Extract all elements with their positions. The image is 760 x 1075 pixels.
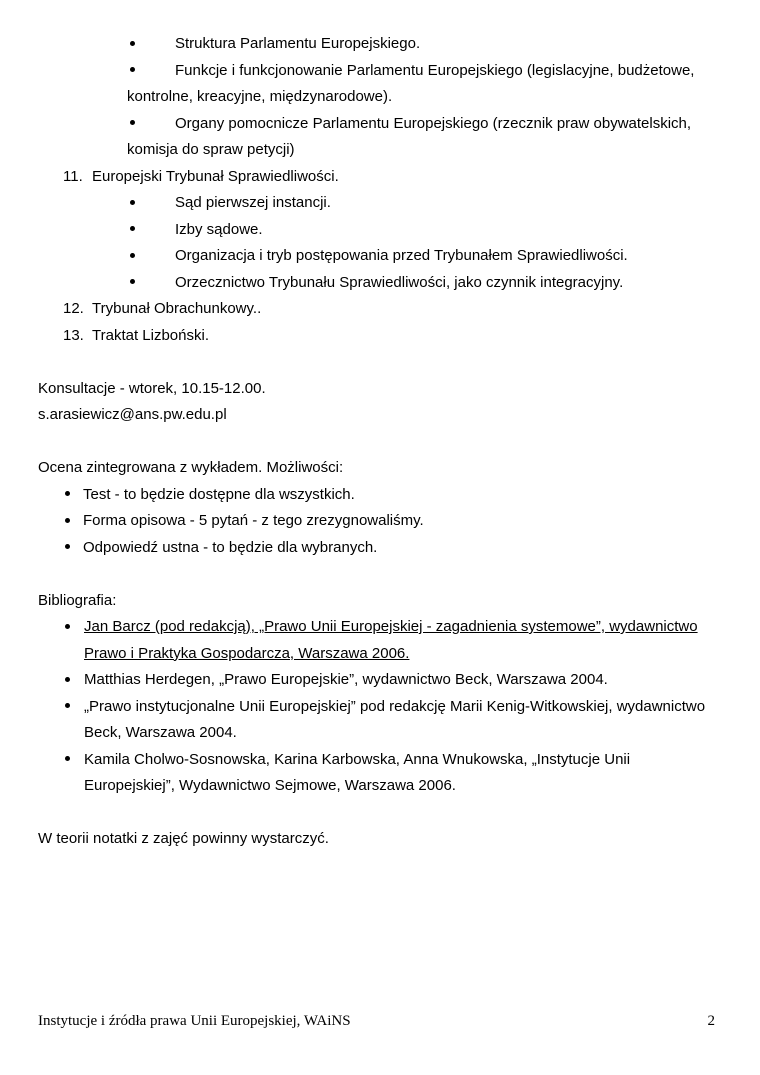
list-item-text: Odpowiedź ustna - to będzie dla wybranych. <box>83 538 378 556</box>
bullet-icon <box>65 677 70 682</box>
bullet-icon <box>130 226 135 231</box>
assessment-heading: Ocena zintegrowana z wykładem. Możliwości: <box>38 459 344 476</box>
bullet-icon <box>65 544 70 549</box>
bullet-icon <box>130 41 135 46</box>
email-address: s.arasiewicz@ans.pw.edu.pl <box>38 406 227 423</box>
closing-note: W teorii notatki z zajęć powinny wystarczyć. <box>38 830 329 847</box>
bibliography-heading: Bibliografia: <box>38 591 117 609</box>
bullet-icon <box>65 756 70 761</box>
bibliography-item-text: Kamila Cholwo-Sosnowska, Karina Karbowska, Anna Wnukowska, „Instytucje Unii Europejskiej”, Wydawnictwo Sejmowe, Warszawa 2006. <box>84 750 631 794</box>
list-item-text: Organizacja i tryb postępowania przed Trybunałem Sprawiedliwości. <box>175 247 628 264</box>
consultations-line: Konsultacje - wtorek, 10.15-12.00. <box>38 379 266 397</box>
list-item <box>127 217 724 244</box>
numbered-item <box>63 296 724 323</box>
bibliography-item <box>84 614 724 667</box>
footer-title: Instytucje i źródła prawa Unii Europejskiej, WAiNS <box>38 1013 351 1029</box>
list-item <box>127 31 724 58</box>
list-item-text: Forma opisowa - 5 pytań - z tego zrezygnowaliśmy. <box>83 512 424 529</box>
list-item <box>127 58 724 111</box>
bullet-icon <box>130 279 135 284</box>
bullet-icon <box>65 703 70 708</box>
bullet-icon <box>65 624 70 629</box>
item-number: 12. <box>63 300 84 317</box>
list-item <box>65 482 724 509</box>
document-body <box>38 31 724 853</box>
bullet-icon <box>130 67 135 72</box>
list-item-text: Test - to będzie dostępne dla wszystkich. <box>83 485 355 503</box>
bullet-icon <box>65 518 70 523</box>
bullet-icon <box>130 253 135 258</box>
list-item <box>127 190 724 217</box>
numbered-item-text: Traktat Lizboński. <box>92 326 209 344</box>
page-footer <box>38 1012 715 1031</box>
bibliography-item-text: „Prawo instytucjonalne Unii Europejskiej” pod redakcję Marii Kenig-Witkowskiej, wydawnictwo Beck, Warszawa 2004. <box>84 697 706 741</box>
list-item-text: Orzecznictwo Trybunału Sprawiedliwości, jako czynnik integracyjny. <box>175 273 624 291</box>
bullet-icon <box>65 491 70 496</box>
page-number: 2 <box>707 1013 715 1029</box>
list-item <box>127 243 724 270</box>
numbered-item <box>63 164 724 191</box>
list-item-text: Izby sądowe. <box>175 220 263 238</box>
list-item-text: Struktura Parlamentu Europejskiego. <box>175 35 421 52</box>
bibliography-item-text: Jan Barcz (pod redakcją), „Prawo Unii Europejskiej - zagadnienia systemowe”, wydawnictwo Prawo i Praktyka Gospodarcza, Warszawa 2006. <box>84 618 698 662</box>
list-item <box>127 111 724 164</box>
item-number: 13. <box>63 326 84 344</box>
list-item-text: Sąd pierwszej instancji. <box>175 194 331 211</box>
bullet-icon <box>130 120 135 125</box>
list-item <box>127 270 724 297</box>
list-item-text: Funkcje i funkcjonowanie Parlamentu Europejskiego (legislacyjne, budżetowe, kontrolne, kreacyjne, międzynarodowe). <box>127 61 695 105</box>
bibliography-item <box>84 694 724 747</box>
list-item <box>65 535 724 562</box>
bibliography-item <box>84 667 724 694</box>
bibliography-item-text: Matthias Herdegen, „Prawo Europejskie”, wydawnictwo Beck, Warszawa 2004. <box>84 671 608 688</box>
numbered-item-text: Trybunał Obrachunkowy.. <box>92 300 262 317</box>
item-number: 11. <box>63 167 83 185</box>
list-item <box>65 508 724 535</box>
bibliography-item <box>84 747 724 800</box>
list-item-text: Organy pomocnicze Parlamentu Europejskiego (rzecznik praw obywatelskich, komisja do spraw petycji) <box>127 114 692 158</box>
bullet-icon <box>130 200 135 205</box>
numbered-item-text: Europejski Trybunał Sprawiedliwości. <box>92 167 339 185</box>
numbered-item <box>63 323 724 350</box>
